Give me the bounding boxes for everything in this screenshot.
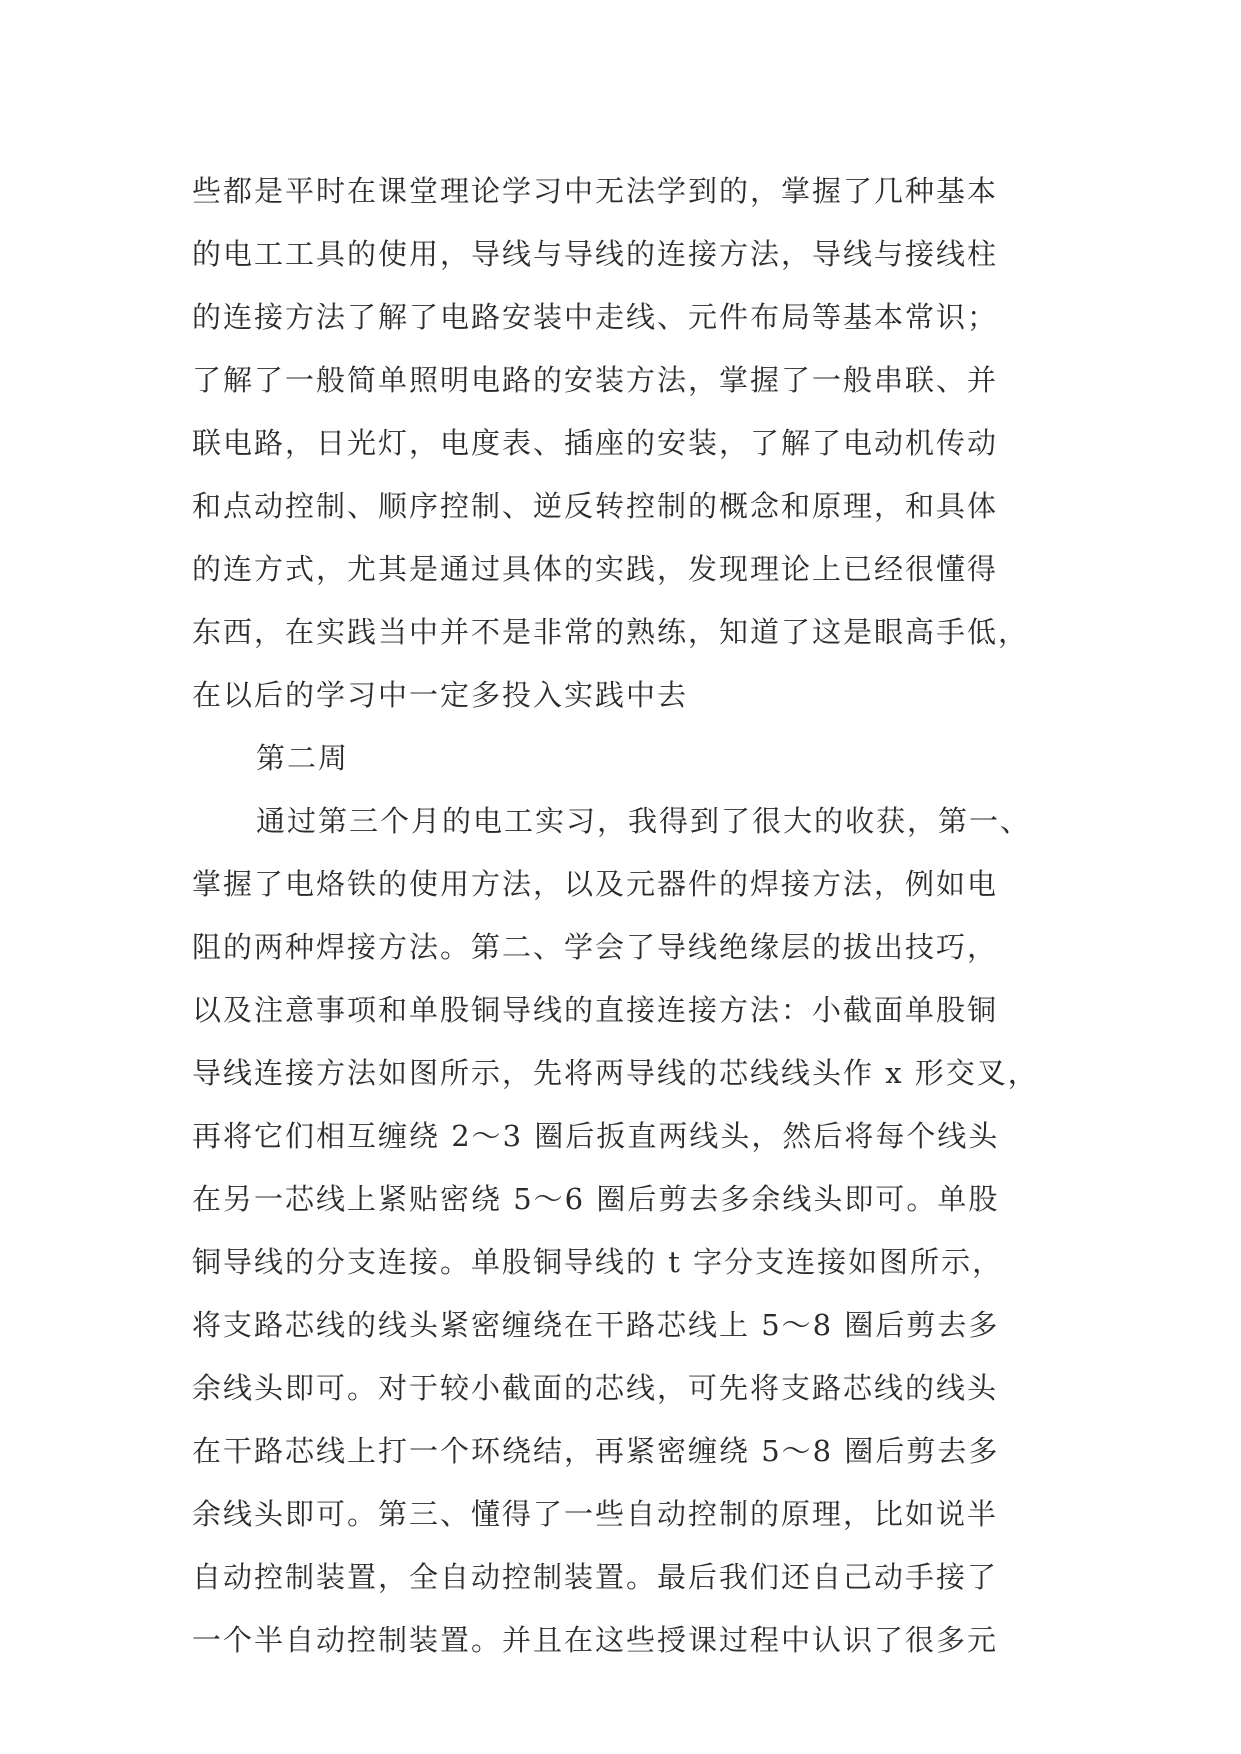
text-line: 通过第三个月的电工实习，我得到了很大的收获，第一、 xyxy=(256,804,1032,838)
text-line: 掌握了电烙铁的使用方法，以及元器件的焊接方法，例如电 xyxy=(192,867,999,901)
paragraph-1 xyxy=(192,160,1072,727)
text-line: 再将它们相互缠绕 2～3 圈后扳直两线头，然后将每个线头 xyxy=(192,1119,1000,1153)
section-heading: 第二周 xyxy=(256,741,350,775)
text-line: 在干路芯线上打一个环绕结，再紧密缠绕 5～8 圈后剪去多 xyxy=(192,1434,1000,1468)
text-line: 导线连接方法如图所示，先将两导线的芯线线头作 x 形交叉， xyxy=(192,1056,1039,1090)
text-line: 一个半自动控制装置。并且在这些授课过程中认识了很多元 xyxy=(192,1623,999,1657)
text-line: 余线头即可。第三、懂得了一些自动控制的原理，比如说半 xyxy=(192,1497,999,1531)
text-line: 和点动控制、顺序控制、逆反转控制的概念和原理，和具体 xyxy=(192,489,999,523)
text-line: 在另一芯线上紧贴密绕 5～6 圈后剪去多余线头即可。单股 xyxy=(192,1182,1000,1216)
document-body xyxy=(192,160,1072,1672)
text-line: 在以后的学习中一定多投入实践中去 xyxy=(192,678,689,712)
text-line: 余线头即可。对于较小截面的芯线，可先将支路芯线的线头 xyxy=(192,1371,999,1405)
text-line: 的连接方法了解了电路安装中走线、元件布局等基本常识； xyxy=(192,300,999,334)
text-line: 自动控制装置，全自动控制装置。最后我们还自己动手接了 xyxy=(192,1560,999,1594)
text-line: 联电路，日光灯，电度表、插座的安装，了解了电动机传动 xyxy=(192,426,999,460)
text-line: 的连方式，尤其是通过具体的实践，发现理论上已经很懂得 xyxy=(192,552,999,586)
text-line: 了解了一般简单照明电路的安装方法，掌握了一般串联、并 xyxy=(192,363,999,397)
text-line: 将支路芯线的线头紧密缠绕在干路芯线上 5～8 圈后剪去多 xyxy=(192,1308,1000,1342)
paragraph-2 xyxy=(192,790,1072,1672)
text-line: 阻的两种焊接方法。第二、学会了导线绝缘层的拔出技巧， xyxy=(192,930,999,964)
text-line: 的电工工具的使用，导线与导线的连接方法，导线与接线柱 xyxy=(192,237,999,271)
text-line: 以及注意事项和单股铜导线的直接连接方法：小截面单股铜 xyxy=(192,993,999,1027)
text-line: 些都是平时在课堂理论学习中无法学到的，掌握了几种基本 xyxy=(192,174,999,208)
text-line: 东西，在实践当中并不是非常的熟练，知道了这是眼高手低， xyxy=(192,615,1030,649)
text-line: 铜导线的分支连接。单股铜导线的 t 字分支连接如图所示， xyxy=(192,1245,1004,1279)
